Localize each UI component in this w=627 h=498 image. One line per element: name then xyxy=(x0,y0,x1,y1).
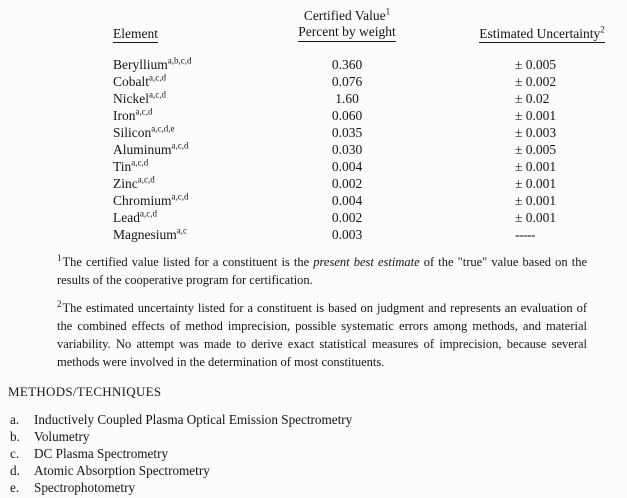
method-superscript: a,c,d xyxy=(131,157,149,168)
certified-value-column-header xyxy=(277,8,417,42)
element-name: Cobalt xyxy=(113,74,149,89)
value-cell: 0.076 xyxy=(331,74,363,89)
table-row xyxy=(0,141,627,158)
method-item xyxy=(10,479,627,496)
method-superscript: a,c,d xyxy=(149,89,166,100)
method-text: Volumetry xyxy=(34,429,90,444)
footnote-1-italic-text: present best estimate xyxy=(313,255,420,269)
element-cell xyxy=(113,226,277,243)
uncertainty-cell: ± 0.001 xyxy=(515,176,557,191)
table-body xyxy=(0,56,627,243)
table-row xyxy=(0,107,627,124)
certified-values-table xyxy=(0,8,627,243)
element-name: Magnesium xyxy=(113,227,177,242)
element-cell xyxy=(113,56,277,73)
footnote-1-text-cont: of the "true" value based on the results of the cooperative program for certification. xyxy=(57,255,587,287)
element-name: Silicon xyxy=(113,125,152,140)
value-cell: 0.360 xyxy=(331,57,363,72)
certified-value-header-label: Certified Value xyxy=(303,8,386,23)
uncertainty-cell: ± 0.001 xyxy=(515,193,557,208)
method-letter: e. xyxy=(10,480,20,495)
element-name: Lead xyxy=(113,210,140,225)
element-cell xyxy=(113,107,277,124)
table-row xyxy=(0,209,627,226)
element-cell xyxy=(113,90,277,107)
method-item xyxy=(10,445,627,462)
value-cell: 0.002 xyxy=(331,210,363,225)
table-row xyxy=(0,158,627,175)
element-cell xyxy=(113,124,277,141)
element-cell xyxy=(113,141,277,158)
method-superscript: a,c,d xyxy=(139,208,157,219)
element-name: Chromium xyxy=(113,193,172,208)
uncertainty-cell: ± 0.001 xyxy=(515,159,557,174)
method-superscript: a,c,d xyxy=(171,191,189,202)
table-row xyxy=(0,124,627,141)
method-letter: d. xyxy=(10,463,20,478)
methods-list xyxy=(10,411,627,496)
element-cell xyxy=(113,209,277,226)
value-cell: 0.003 xyxy=(331,227,363,242)
method-superscript: a,c,d xyxy=(135,106,153,117)
element-name: Nickel xyxy=(113,91,149,106)
uncertainty-cell: ± 0.001 xyxy=(515,108,557,123)
method-text: Atomic Absorption Spectrometry xyxy=(34,463,210,478)
element-cell xyxy=(113,175,277,192)
value-cell: 0.004 xyxy=(331,159,363,174)
certified-value-header-line1 xyxy=(277,8,417,24)
uncertainty-cell: ± 0.001 xyxy=(515,210,557,225)
method-text: DC Plasma Spectrometry xyxy=(34,446,169,461)
element-cell xyxy=(113,73,277,90)
method-letter: b. xyxy=(10,429,20,444)
table-header-row xyxy=(0,8,627,42)
method-item xyxy=(10,462,627,479)
method-superscript: a,b,c,d xyxy=(167,55,192,66)
footnote-2-marker: 2 xyxy=(600,24,605,35)
element-cell xyxy=(113,158,277,175)
uncertainty-cell: ----- xyxy=(515,227,535,242)
element-name: Iron xyxy=(113,108,136,123)
table-row xyxy=(0,56,627,73)
uncertainty-column-header xyxy=(457,26,627,42)
element-header-label: Element xyxy=(113,26,158,41)
method-item xyxy=(10,428,627,445)
method-superscript: a,c,d xyxy=(149,72,166,83)
method-item xyxy=(10,411,627,428)
table-row xyxy=(0,90,627,107)
footnotes-section xyxy=(57,253,587,371)
element-column-header xyxy=(113,26,277,42)
footnote-1-marker: 1 xyxy=(385,6,391,17)
element-name: Zinc xyxy=(113,176,138,191)
footnote-1 xyxy=(57,253,587,289)
value-cell: 0.035 xyxy=(331,125,363,140)
table-row xyxy=(0,192,627,209)
footnote-2-text: The estimated uncertainty listed for a constituent is based on judgment and represents an evaluation of the combined effects of method imprecision, possible systematic errors among methods, and material variability. No attempt was made to derive exact statistical measures of imprecision, because several methods were involved in the determination of most constituents. xyxy=(57,301,587,369)
uncertainty-cell: ± 0.002 xyxy=(515,74,557,89)
uncertainty-header-label-wrap xyxy=(479,26,605,43)
percent-by-weight-label: Percent by weight xyxy=(298,24,395,42)
table-row xyxy=(0,226,627,243)
uncertainty-cell: ± 0.005 xyxy=(515,57,557,72)
table-row xyxy=(0,73,627,90)
element-name: Aluminum xyxy=(113,142,172,157)
method-superscript: a,c,d,e xyxy=(151,123,175,134)
uncertainty-cell: ± 0.005 xyxy=(515,142,557,157)
method-superscript: a,c,d xyxy=(137,174,155,185)
footnote-1-number: 1 xyxy=(57,252,62,263)
footnote-1-text: The certified value listed for a constituent is the xyxy=(62,255,314,269)
element-name: Beryllium xyxy=(113,57,168,72)
method-text: Inductively Coupled Plasma Optical Emission Spectrometry xyxy=(34,412,353,427)
footnote-2 xyxy=(57,299,587,371)
certified-value-header-line2 xyxy=(277,24,417,42)
footnote-2-number: 2 xyxy=(57,298,62,309)
value-cell: 0.030 xyxy=(331,142,363,157)
value-cell: 0.002 xyxy=(331,176,363,191)
method-text: Spectrophotometry xyxy=(34,480,136,495)
uncertainty-header-label: Estimated Uncertainty xyxy=(479,26,601,41)
methods-heading: METHODS/TECHNIQUES xyxy=(8,384,162,399)
method-superscript: a,c,d xyxy=(171,140,189,151)
element-cell xyxy=(113,192,277,209)
uncertainty-cell: ± 0.02 xyxy=(515,91,550,106)
value-cell: 0.060 xyxy=(331,108,363,123)
method-letter: c. xyxy=(10,446,20,461)
element-name: Tin xyxy=(113,159,132,174)
uncertainty-cell: ± 0.003 xyxy=(515,125,557,140)
table-row xyxy=(0,175,627,192)
method-letter: a. xyxy=(10,412,20,427)
method-superscript: a,c xyxy=(176,225,187,236)
value-cell: 1.60 xyxy=(335,91,359,106)
value-cell: 0.004 xyxy=(331,193,363,208)
